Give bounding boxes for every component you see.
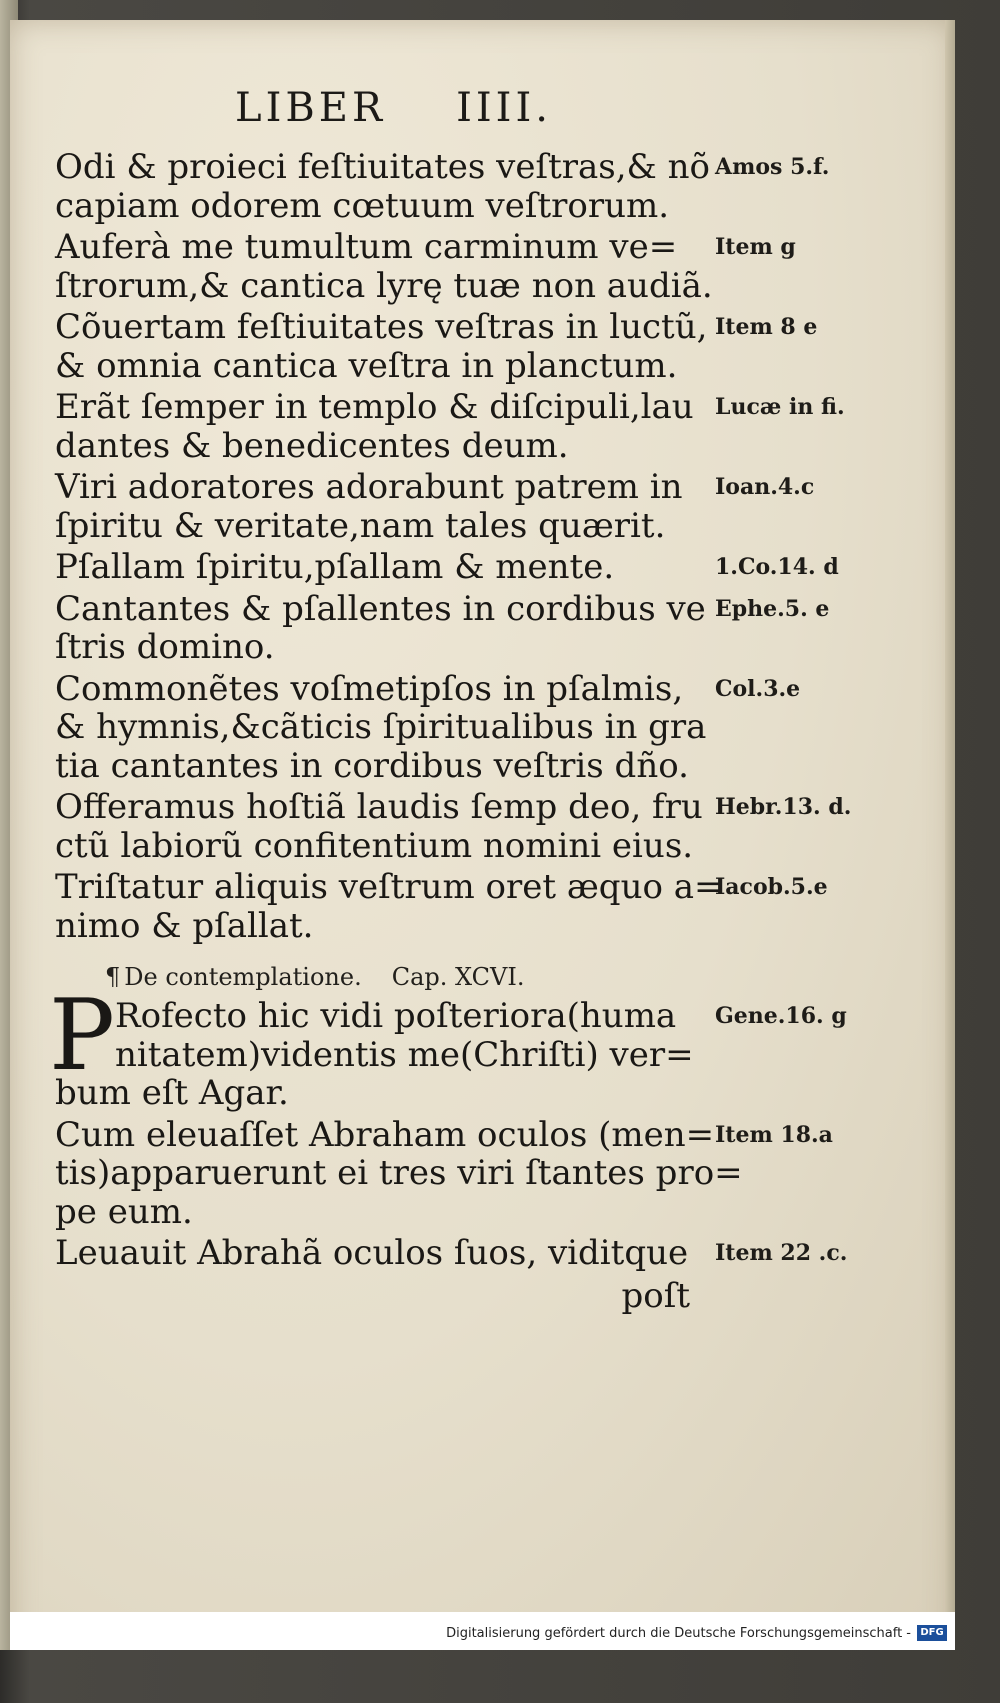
text-line: Cantantes & pſallentes in cordibus ve xyxy=(55,588,706,629)
folio-number: IIII. xyxy=(456,85,552,131)
text-line: dantes & benedicentes deum. xyxy=(55,425,569,466)
digitization-footer xyxy=(10,1612,955,1650)
verse-entry xyxy=(49,979,847,1113)
verse-entry xyxy=(55,307,818,386)
text-line: ſtrorum,& cantica lyrę tuæ non audiã. xyxy=(55,265,713,306)
footer-credit: Digitalisierung gefördert durch die Deutsche Forschungsgemeinschaft - xyxy=(446,1626,911,1641)
text-line: Cõuertam feſtiuitates veſtras in luctũ, xyxy=(55,307,708,347)
verse-entry xyxy=(55,668,801,786)
text-column xyxy=(49,147,852,1316)
text-line: & omnia cantica veſtra in planctum. xyxy=(55,345,678,386)
verse-entry xyxy=(55,588,830,667)
book-page xyxy=(10,20,955,1650)
chapter-label: Cap. XCVI. xyxy=(391,963,525,991)
text-line: Viri adoratores adorabunt patrem in xyxy=(55,467,683,507)
marginal-reference: Item g xyxy=(715,234,796,260)
text-line: ſtris domino. xyxy=(55,627,275,667)
marginal-reference: Item 18.a xyxy=(715,1121,833,1148)
marginal-reference: Lucæ in fi. xyxy=(715,394,845,420)
section-title: De contemplatione. xyxy=(124,963,362,991)
marginal-reference: Ioan.4.c xyxy=(715,474,815,500)
text-line: bum eſt Agar. xyxy=(55,1073,289,1113)
running-title: LIBER xyxy=(235,85,387,131)
text-line: Cum eleuaſſet Abraham oculos (men= xyxy=(55,1114,715,1155)
text-line: Offeramus hoſtiã laudis ſemp deo, fru xyxy=(55,787,703,827)
verse-entry xyxy=(55,467,815,546)
pilcrow-mark: ¶ xyxy=(105,963,121,991)
verse-entry xyxy=(55,227,796,306)
text-line: Rofecto hic vidi poſteriora(huma xyxy=(115,996,677,1036)
text-line: ctũ labiorũ confitentium nomini eius. xyxy=(55,825,694,866)
verse-entry xyxy=(55,1114,833,1232)
marginal-reference: Ephe.5. e xyxy=(715,595,830,622)
verse-entry xyxy=(55,787,852,866)
verse-entry xyxy=(55,387,845,466)
marginal-reference: Hebr.13. d. xyxy=(715,794,852,820)
marginal-reference: Gene.16. g xyxy=(715,1003,847,1029)
marginal-reference: Col.3.e xyxy=(715,675,801,702)
section-verse-list xyxy=(49,979,848,1273)
verse-entry xyxy=(55,1233,848,1273)
page-edge xyxy=(945,20,955,1650)
drop-capital: P xyxy=(49,979,115,1093)
text-line: Auferà me tumultum carminum ve= xyxy=(55,227,678,267)
marginal-reference: Iacob.5.e xyxy=(715,874,828,900)
text-line: Pſallam ſpiritu,pſallam & mente. xyxy=(55,547,615,587)
text-line: pe eum. xyxy=(55,1191,193,1232)
text-line: ſpiritu & veritate,nam tales quærit. xyxy=(55,505,666,546)
text-line: Leuauit Abrahã oculos ſuos, viditque xyxy=(55,1233,689,1273)
text-line: Erãt ſemper in templo & diſcipuli,lau xyxy=(55,387,694,427)
text-line: capiam odorem cœtuum veſtrorum. xyxy=(55,185,670,226)
marginal-reference: 1.Co.14. d xyxy=(715,554,839,580)
section-heading xyxy=(105,959,700,995)
marginal-reference: Item 8 e xyxy=(715,314,818,340)
verse-entry xyxy=(55,867,828,946)
text-line: nitatem)videntis me(Chriſti) ver= xyxy=(115,1034,694,1075)
text-line: nimo & pſallat. xyxy=(55,905,314,946)
marginal-reference: Amos 5.f. xyxy=(715,154,830,180)
running-header xyxy=(235,85,552,131)
text-line: Odi & proieci feſtiuitates veſtras,& nõ xyxy=(55,147,710,187)
verse-entry xyxy=(55,147,830,226)
text-line: Triſtatur aliquis veſtrum oret æquo a= xyxy=(55,867,723,907)
text-line: tia cantantes in cordibus veſtris dño. xyxy=(55,745,689,786)
verse-entry xyxy=(55,547,839,587)
text-line: & hymnis,&cãticis ſpiritualibus in gra xyxy=(55,707,707,747)
text-line: tis)apparuerunt ei tres viri ſtantes pro= xyxy=(55,1153,743,1193)
dfg-logo: DFG xyxy=(917,1625,947,1641)
text-line: Commonẽtes voſmetipſos in pſalmis, xyxy=(55,668,684,709)
catchword: poſt xyxy=(621,1275,690,1316)
marginal-reference: Item 22 .c. xyxy=(715,1240,848,1266)
verse-list xyxy=(55,147,852,946)
